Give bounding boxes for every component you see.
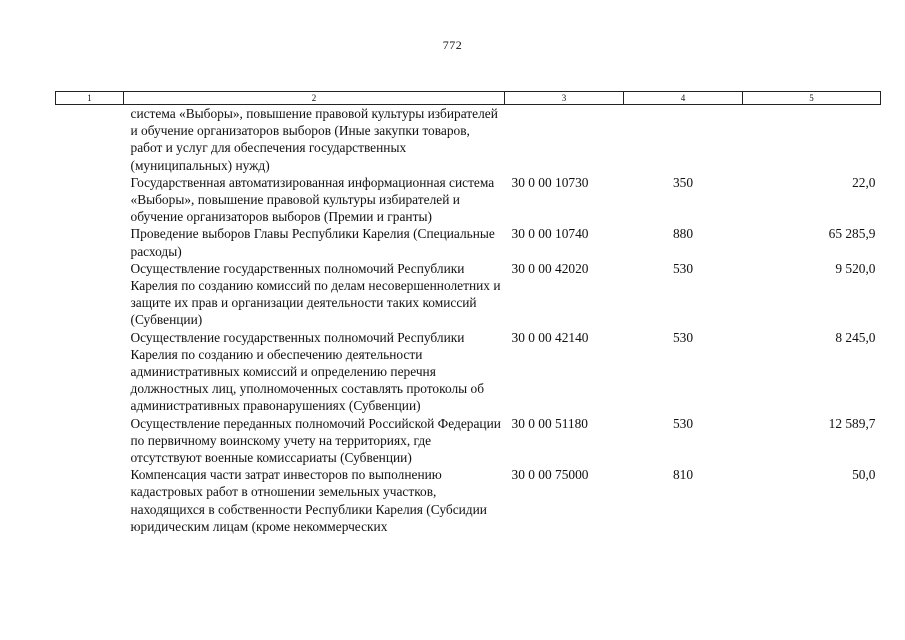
row-index-cell (56, 329, 124, 415)
row-amount: 65 285,9 (828, 226, 876, 242)
row-type: 880 (672, 226, 694, 242)
table-row (56, 174, 881, 226)
row-amount: 22,0 (852, 174, 876, 190)
row-type: 530 (672, 260, 694, 276)
row-description: Государственная автоматизированная информационная система «Выборы», повышение правовой культуры избирателей и обучение организаторов выборов (Премии и гранты) (130, 174, 495, 225)
row-index-cell (56, 466, 124, 535)
row-description: Осуществление государственных полномочий Республики Карелия по созданию комиссий по делам несовершеннолетних и защите их прав и организации деятельности таких комиссий (Субвенции) (130, 260, 501, 328)
table-row (56, 260, 881, 329)
row-amount: 12 589,7 (828, 415, 876, 431)
header-col-1: 1 (56, 92, 124, 105)
row-amount (743, 105, 881, 174)
row-type: 530 (672, 415, 694, 431)
row-description: Осуществление государственных полномочий Республики Карелия по созданию и обеспечению деятельности административных комиссий и определению перечня должностных лиц, уполномоченных составлять протоколы об административных правонарушениях (Субвенции) (130, 329, 485, 414)
row-amount: 50,0 (852, 467, 876, 483)
table-row (56, 225, 881, 259)
row-description: система «Выборы», повышение правовой культуры избирателей и обучение организаторов выборов (Иные закупки товаров, работ и услуг для обеспечения государственных (муниципальных) нужд) (130, 106, 498, 173)
row-amount: 8 245,0 (835, 329, 876, 345)
row-type: 810 (672, 467, 694, 483)
table-header (56, 92, 881, 105)
header-row (56, 92, 881, 105)
row-index-cell (56, 415, 124, 467)
table-row (56, 466, 881, 535)
row-description: Проведение выборов Главы Республики Карелия (Специальные расходы) (130, 226, 495, 259)
budget-table (55, 91, 881, 535)
row-type: 530 (672, 329, 694, 345)
row-code (505, 105, 624, 174)
row-description: Осуществление переданных полномочий Российской Федерации по первичному воинскому учету на территориях, где отсутствуют военные комиссариаты (Субвенции) (130, 415, 501, 466)
table-row (56, 329, 881, 415)
row-description: Компенсация части затрат инвесторов по выполнению кадастровых работ в отношении земельных участков, находящихся в собственности Республики Карелия (Субсидии юридическим лицам (кроме некоммерческих (130, 467, 487, 534)
row-code: 30 0 00 10740 (511, 226, 589, 242)
table-row (56, 415, 881, 467)
row-index-cell (56, 225, 124, 259)
row-code: 30 0 00 51180 (511, 415, 588, 431)
row-code: 30 0 00 42020 (511, 260, 589, 276)
table-row (56, 105, 881, 174)
row-amount: 9 520,0 (835, 260, 876, 276)
table-body (56, 105, 881, 536)
header-col-3: 3 (505, 92, 624, 105)
header-col-2: 2 (124, 92, 505, 105)
header-col-5: 5 (743, 92, 881, 105)
row-index-cell (56, 260, 124, 329)
row-index-cell (56, 174, 124, 226)
row-code: 30 0 00 42140 (511, 329, 589, 345)
page-number: 772 (442, 38, 463, 52)
row-type (624, 105, 743, 174)
row-type: 350 (672, 174, 694, 190)
row-index-cell (56, 105, 124, 174)
row-code: 30 0 00 10730 (511, 174, 589, 190)
header-col-4: 4 (624, 92, 743, 105)
row-code: 30 0 00 75000 (511, 467, 589, 483)
